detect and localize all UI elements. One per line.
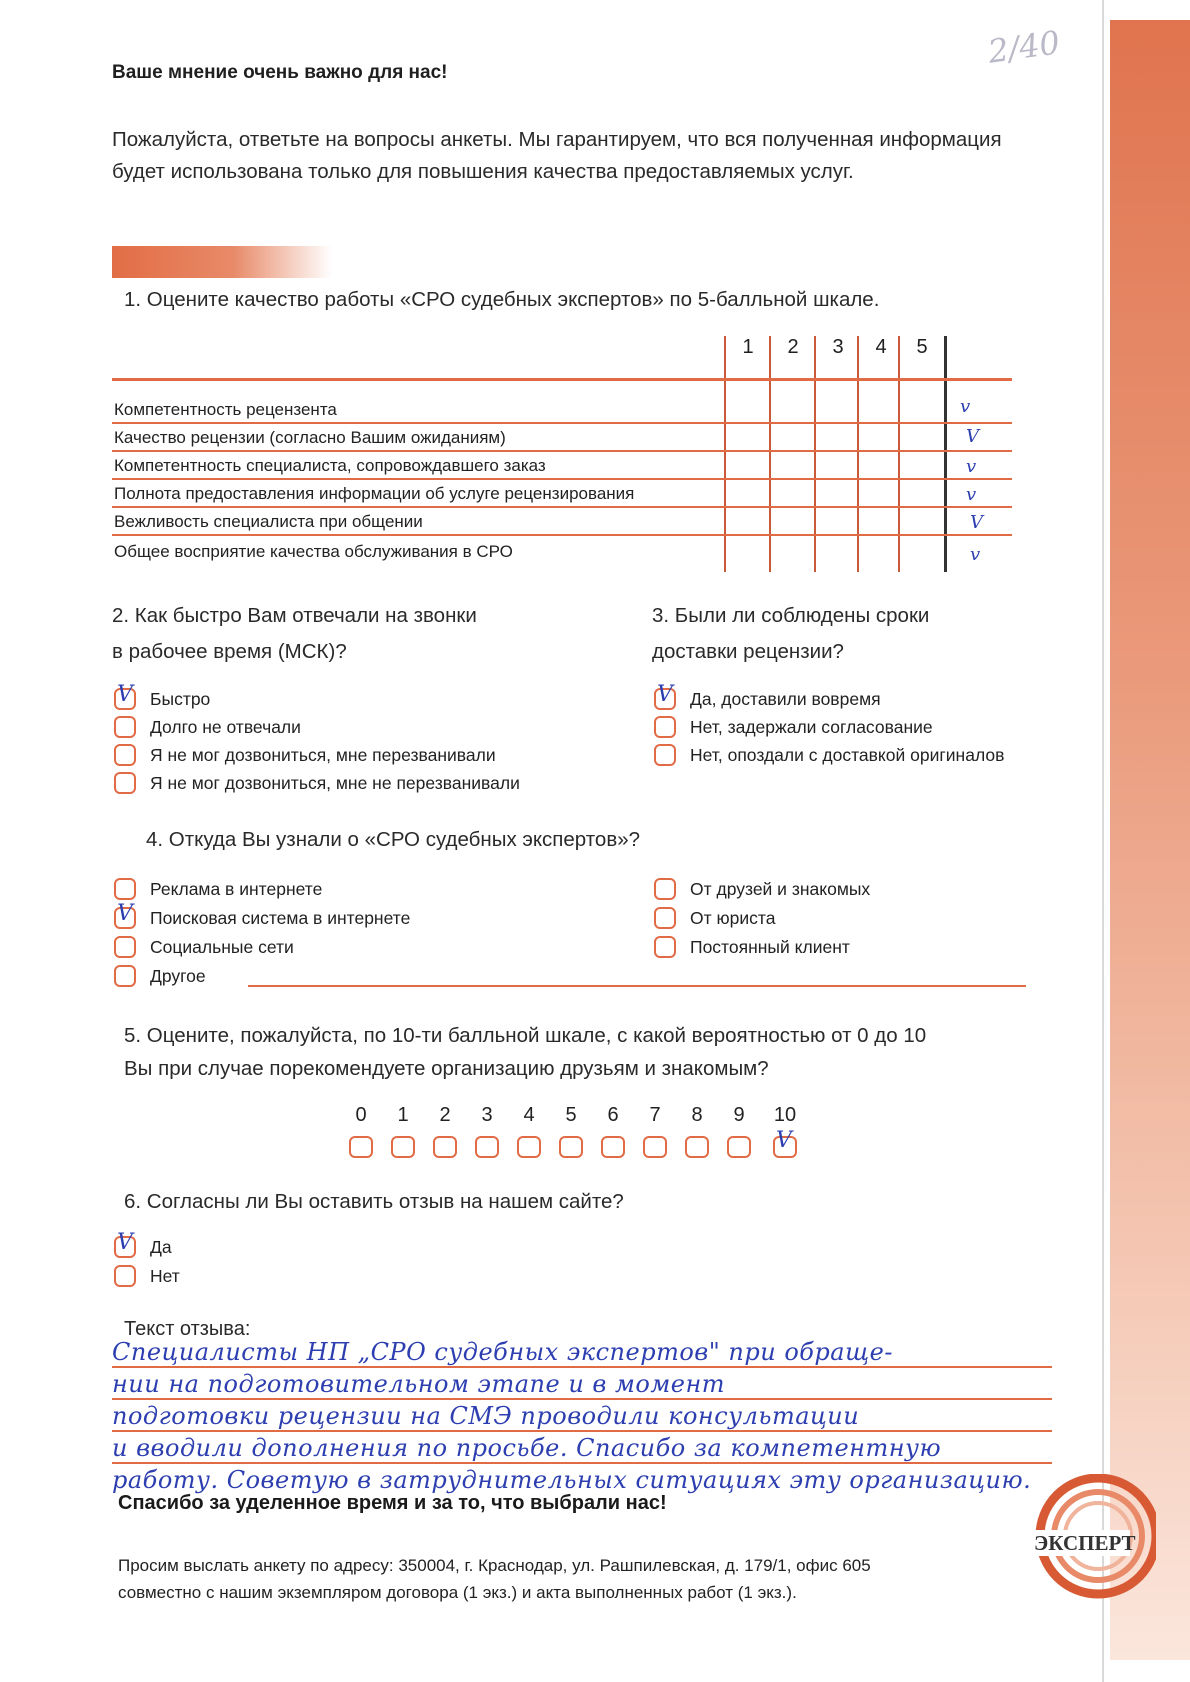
scale-checkbox-4[interactable]	[517, 1136, 541, 1158]
q3-title-line2: доставки рецензии?	[652, 640, 844, 663]
option-label: Нет, опоздали с доставкой оригиналов	[690, 744, 1005, 765]
checkbox[interactable]	[114, 1265, 136, 1287]
checkbox[interactable]	[114, 716, 136, 738]
rating-check-mark: v	[966, 484, 977, 505]
rating-row-label: Полнота предоставления информации об услуге рецензирования	[114, 484, 635, 503]
rating-check-mark: v	[970, 544, 981, 565]
checkbox[interactable]	[114, 965, 136, 987]
option-label: Поисковая система в интернете	[150, 907, 411, 928]
page-edge	[1102, 0, 1104, 1682]
q4-option-search[interactable]	[114, 901, 411, 931]
checkbox[interactable]	[654, 936, 676, 958]
rating-col-3: 3	[832, 336, 844, 358]
rating-row	[112, 424, 1012, 452]
other-answer-line[interactable]	[248, 985, 1026, 987]
scale-checkbox-9[interactable]	[727, 1136, 751, 1158]
rating-row-label: Качество рецензии (согласно Вашим ожиданиям)	[114, 428, 506, 447]
scale-number: 4	[523, 1104, 535, 1126]
option-label: От друзей и знакомых	[690, 878, 871, 899]
q2-title-line1: 2. Как быстро Вам отвечали на звонки	[112, 604, 477, 627]
scale-number: 7	[649, 1104, 661, 1126]
rating-check-mark: v	[966, 456, 977, 477]
option-label: Быстро	[150, 688, 211, 709]
option-label: Да, доставили вовремя	[690, 688, 881, 709]
rating-row-label: Вежливость специалиста при общении	[114, 512, 423, 531]
checkbox[interactable]	[114, 1230, 136, 1258]
q4-option-friends[interactable]	[654, 876, 870, 902]
rating-row	[112, 508, 1012, 536]
review-rule	[112, 1366, 1052, 1368]
thanks-text: Спасибо за уделенное время и за то, что выбрали нас!	[118, 1492, 667, 1514]
checkbox[interactable]	[114, 936, 136, 958]
checkbox[interactable]	[654, 878, 676, 900]
check-mark-icon: V	[117, 682, 133, 707]
scale-checkbox-10[interactable]	[773, 1128, 797, 1158]
option-label: Другое	[150, 965, 206, 986]
rating-row	[112, 452, 1012, 480]
q4-option-lawyer[interactable]	[654, 905, 775, 931]
option-label: Я не мог дозвониться, мне перезванивали	[150, 744, 496, 765]
review-handwritten-line: и вводили дополнения по просьбе. Спасибо за компетентную	[112, 1434, 942, 1462]
page-title: Ваше мнение очень важно для нас!	[112, 62, 448, 83]
scale-checkbox-2[interactable]	[433, 1136, 457, 1158]
q3-option-delayed[interactable]	[654, 714, 933, 740]
table-header-rule	[112, 378, 1012, 381]
review-rule	[112, 1398, 1052, 1400]
scale-number: 9	[733, 1104, 745, 1126]
rating-check-mark: v	[960, 396, 971, 417]
rating-col-5: 5	[916, 336, 928, 358]
option-label: Реклама в интернете	[150, 878, 323, 899]
checkbox[interactable]	[114, 901, 136, 929]
q2-option-fast[interactable]	[114, 682, 211, 712]
option-label: Долго не отвечали	[150, 716, 301, 737]
q3-title-line1: 3. Были ли соблюдены сроки	[652, 604, 930, 627]
q5-title-line1: 5. Оцените, пожалуйста, по 10-ти балльной шкале, с какой вероятностью от 0 до 10	[124, 1024, 927, 1047]
review-handwritten-line: подготовки рецензии на СМЭ проводили консультации	[112, 1402, 860, 1430]
q2-option-slow[interactable]	[114, 714, 301, 740]
check-mark-icon: V	[117, 901, 133, 926]
option-label: Социальные сети	[150, 936, 294, 957]
intro-text: Пожалуйста, ответьте на вопросы анкеты. Мы гарантируем, что вся полученная информация будет использована только для повышения качества предоставляемых услуг.	[112, 128, 1002, 183]
scale-number: 6	[607, 1104, 619, 1126]
scale-number: 1	[397, 1104, 409, 1126]
review-handwritten-line: нии на подготовительном этапе и в момент	[112, 1370, 726, 1398]
checkbox[interactable]	[654, 716, 676, 738]
rating-row	[112, 480, 1012, 508]
checkbox[interactable]	[114, 772, 136, 794]
rating-col-1: 1	[742, 336, 754, 358]
rating-col-4: 4	[875, 336, 887, 358]
review-handwritten-line: Специалисты НП „СРО судебных экспертов" при обраще-	[112, 1338, 893, 1366]
option-label: От юриста	[690, 907, 776, 928]
review-label: Текст отзыва:	[124, 1318, 251, 1340]
handwritten-page-number: 2/40	[985, 23, 1063, 71]
checkbox[interactable]	[114, 744, 136, 766]
logo-text: ЭКСПЕРТ	[1034, 1531, 1136, 1555]
review-handwritten-line: работу. Советую в затруднительных ситуациях эту организацию.	[112, 1466, 1032, 1494]
check-mark-icon: V	[776, 1128, 792, 1153]
rating-check-mark: V	[966, 426, 979, 447]
q6-title: 6. Согласны ли Вы оставить отзыв на нашем сайте?	[124, 1190, 624, 1213]
decorative-band	[112, 246, 332, 278]
footer-address	[118, 1552, 1018, 1606]
scale-number: 5	[565, 1104, 577, 1126]
q4-option-regular-client[interactable]	[654, 934, 850, 960]
q3-option-on-time[interactable]	[654, 682, 881, 712]
scale-checkbox-0[interactable]	[349, 1136, 373, 1158]
rating-row	[112, 396, 1012, 424]
option-label: Постоянный клиент	[690, 936, 850, 957]
review-rule	[112, 1430, 1052, 1432]
review-rule	[112, 1462, 1052, 1464]
scale-checkbox-5[interactable]	[559, 1136, 583, 1158]
option-label: Я не мог дозвониться, мне не перезванивали	[150, 772, 520, 793]
q5-title-line2: Вы при случае порекомендуете организацию друзьям и знакомым?	[124, 1057, 769, 1080]
option-label: Нет, задержали согласование	[690, 716, 933, 737]
q4-option-social[interactable]	[114, 934, 294, 960]
option-label: Нет	[150, 1265, 180, 1286]
rating-col-2: 2	[787, 336, 799, 358]
q4-option-ads[interactable]	[114, 876, 322, 902]
rating-row-label: Компетентность специалиста, сопровождавшего заказ	[114, 456, 546, 475]
scale-number: 2	[439, 1104, 451, 1126]
scale-checkbox-7[interactable]	[643, 1136, 667, 1158]
scale-number: 3	[481, 1104, 493, 1126]
checkbox[interactable]	[114, 878, 136, 900]
rating-row-label: Компетентность рецензента	[114, 400, 337, 419]
scale-number: 10	[773, 1104, 797, 1126]
rating-check-mark: V	[970, 512, 983, 533]
scale-checkbox-3[interactable]	[475, 1136, 499, 1158]
q2-option-callback[interactable]	[114, 742, 496, 768]
q6-option-yes[interactable]	[114, 1230, 172, 1260]
checkbox[interactable]	[654, 682, 676, 710]
q6-option-no[interactable]	[114, 1263, 180, 1289]
rating-row-label: Общее восприятие качества обслуживания в СРО	[114, 542, 513, 561]
scale-number: 8	[691, 1104, 703, 1126]
q1-title: 1. Оцените качество работы «СРО судебных экспертов» по 5-балльной шкале.	[124, 288, 880, 311]
checkbox[interactable]	[654, 907, 676, 929]
scale-checkbox-6[interactable]	[601, 1136, 625, 1158]
check-mark-icon: V	[657, 682, 673, 707]
checkbox[interactable]	[114, 682, 136, 710]
q4-option-other[interactable]	[114, 963, 206, 989]
check-mark-icon: V	[117, 1230, 133, 1255]
option-label: Да	[150, 1236, 172, 1257]
q2-option-no-callback[interactable]	[114, 770, 520, 796]
decorative-side-stripe	[1110, 20, 1190, 1660]
scale-checkbox-1[interactable]	[391, 1136, 415, 1158]
q2-title-line2: в рабочее время (МСК)?	[112, 640, 347, 663]
scale-number: 0	[355, 1104, 367, 1126]
checkbox[interactable]	[654, 744, 676, 766]
q4-title: 4. Откуда Вы узнали о «СРО судебных экспертов»?	[146, 828, 641, 851]
q3-option-late-originals[interactable]	[654, 742, 1004, 768]
scale-checkbox-8[interactable]	[685, 1136, 709, 1158]
rating-row	[112, 536, 1012, 564]
footer-line: совместно с нашим экземпляром договора (1 экз.) и акта выполненных работ (1 экз.).	[118, 1583, 797, 1602]
footer-line: Просим выслать анкету по адресу: 350004, г. Краснодар, ул. Рашпилевская, д. 179/1, офис 605	[118, 1556, 871, 1575]
